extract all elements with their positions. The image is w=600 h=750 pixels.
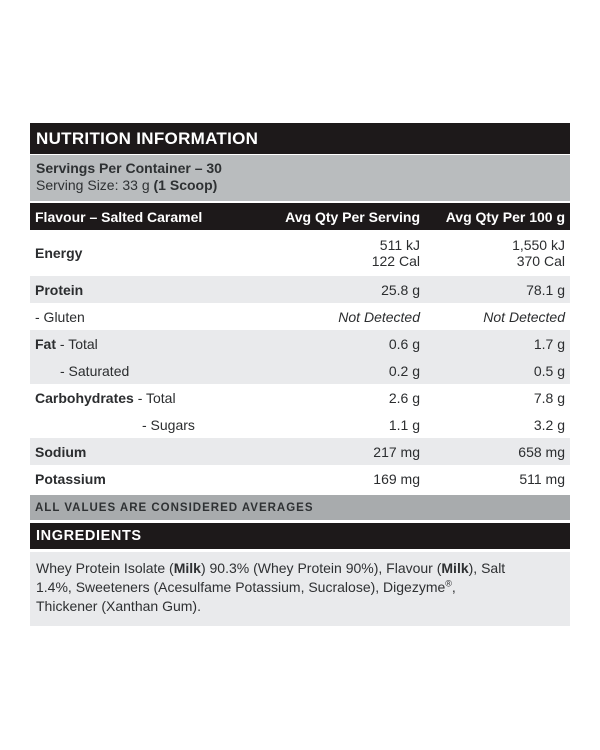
table-row-sodium: Sodium 217 mg 658 mg bbox=[30, 438, 570, 465]
saturated-per-serving: 0.2 g bbox=[388, 362, 420, 379]
table-row-sugars: - Sugars 1.1 g 3.2 g bbox=[142, 416, 565, 433]
table-row-protein: Protein 25.8 g 78.1 g bbox=[30, 276, 570, 303]
table-header-row bbox=[30, 203, 570, 230]
column-header-per-100g: Avg Qty Per 100 g bbox=[445, 208, 565, 225]
table-row-gluten: - Gluten Not Detected Not Detected bbox=[35, 308, 565, 325]
nutrition-label-panel bbox=[30, 123, 570, 626]
gluten-per-100g: Not Detected bbox=[483, 308, 565, 325]
carbohydrates-per-100g: 7.8 g bbox=[533, 389, 565, 406]
fat-total-per-serving: 0.6 g bbox=[388, 335, 420, 352]
energy-per-serving: 511 kJ 122 Cal bbox=[371, 237, 420, 269]
ingredients-title: INGREDIENTS bbox=[36, 528, 142, 544]
saturated-per-100g: 0.5 g bbox=[533, 362, 565, 379]
sodium-per-100g: 658 mg bbox=[518, 443, 565, 460]
nutrition-information-header bbox=[30, 123, 570, 154]
table-row-energy: Energy 511 kJ 122 Cal 1,550 kJ 370 Cal bbox=[35, 237, 565, 269]
serving-info-band bbox=[30, 155, 570, 201]
sugars-per-100g: 3.2 g bbox=[533, 416, 565, 433]
protein-per-serving: 25.8 g bbox=[381, 281, 420, 298]
fat-total-per-100g: 1.7 g bbox=[533, 335, 565, 352]
energy-per-100g: 1,550 kJ 370 Cal bbox=[512, 237, 565, 269]
ingredients-text: Whey Protein Isolate (Milk) 90.3% (Whey Protein 90%), Flavour (Milk), Salt 1.4%, Sweeteners (Acesulfame Potassium, Sucralose), Digezyme®, Thickener (Xanthan Gum). bbox=[36, 560, 506, 614]
potassium-per-100g: 511 mg bbox=[519, 470, 565, 487]
carbohydrates-per-serving: 2.6 g bbox=[388, 389, 420, 406]
registered-trademark-symbol: ® bbox=[445, 578, 452, 589]
table-row-carbohydrates-total: Carbohydrates - Total 2.6 g 7.8 g bbox=[35, 389, 565, 406]
flavour-label: Flavour – Salted Caramel bbox=[35, 208, 203, 225]
nutrition-information-title: NUTRITION INFORMATION bbox=[36, 128, 259, 148]
sugars-per-serving: 1.1 g bbox=[388, 416, 420, 433]
averages-note-band bbox=[30, 495, 570, 520]
table-row-fat-total: Fat - Total 0.6 g 1.7 g bbox=[30, 330, 570, 357]
column-header-per-serving: Avg Qty Per Serving bbox=[285, 208, 420, 225]
averages-note: ALL VALUES ARE CONSIDERED AVERAGES bbox=[35, 501, 314, 514]
gluten-per-serving: Not Detected bbox=[338, 308, 420, 325]
servings-per-container: Servings Per Container – 30 bbox=[36, 160, 222, 176]
protein-per-100g: 78.1 g bbox=[526, 281, 565, 298]
sodium-per-serving: 217 mg bbox=[373, 443, 420, 460]
ingredients-band bbox=[30, 552, 570, 626]
serving-size: Serving Size: 33 g (1 Scoop) bbox=[36, 177, 218, 193]
potassium-per-serving: 169 mg bbox=[373, 470, 420, 487]
table-row-potassium: Potassium 169 mg 511 mg bbox=[35, 470, 565, 487]
table-row-fat-saturated: - Saturated 0.2 g 0.5 g bbox=[30, 357, 570, 384]
ingredients-header bbox=[30, 523, 570, 549]
